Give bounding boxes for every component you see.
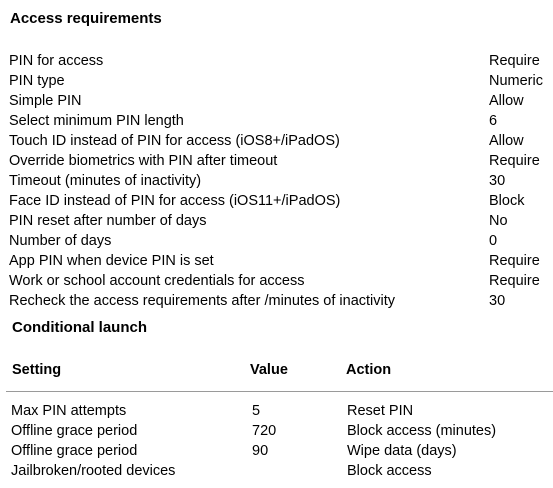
setting-value: Allow (489, 93, 524, 109)
setting-value: Require (489, 153, 540, 169)
column-header-action: Action (346, 362, 392, 378)
setting-label: Face ID instead of PIN for access (iOS11+/iPadOS) (9, 193, 341, 209)
cell-setting: Offline grace period (11, 443, 138, 459)
cell-setting: Max PIN attempts (11, 403, 127, 419)
column-header-value: Value (250, 362, 288, 378)
list-item (9, 171, 553, 191)
setting-label: PIN type (9, 73, 65, 89)
access-requirements-list (9, 51, 553, 311)
setting-label: Number of days (9, 233, 112, 249)
setting-value: 6 (489, 113, 498, 129)
setting-value: Allow (489, 133, 524, 149)
column-header-setting: Setting (12, 362, 62, 378)
setting-label: App PIN when device PIN is set (9, 253, 214, 269)
setting-label: Select minimum PIN length (9, 113, 184, 129)
list-item (9, 91, 553, 111)
setting-value: No (489, 213, 508, 229)
setting-label: Override biometrics with PIN after timeout (9, 153, 278, 169)
setting-value: Require (489, 253, 540, 269)
table-row (11, 461, 553, 481)
cell-action: Block access (minutes) (347, 423, 497, 439)
cell-value: 90 (252, 443, 269, 459)
list-item (9, 151, 553, 171)
cell-value: 720 (252, 423, 277, 439)
setting-label: PIN reset after number of days (9, 213, 207, 229)
setting-value: 30 (489, 293, 506, 309)
setting-value: 30 (489, 173, 506, 189)
cell-value: 5 (252, 403, 261, 419)
table-row (11, 441, 553, 461)
setting-value: Require (489, 53, 540, 69)
setting-label: Recheck the access requirements after /minutes of inactivity (9, 293, 396, 309)
access-requirements-heading: Access requirements (10, 10, 162, 27)
list-item (9, 271, 553, 291)
list-item (9, 191, 553, 211)
cell-setting: Offline grace period (11, 423, 138, 439)
setting-label: Simple PIN (9, 93, 82, 109)
cell-action: Wipe data (days) (347, 443, 457, 459)
conditional-launch-table-body (11, 401, 553, 481)
setting-value: Numeric (489, 73, 543, 89)
setting-value: Require (489, 273, 540, 289)
list-item (9, 231, 553, 251)
cell-action: Reset PIN (347, 403, 414, 419)
setting-value: 0 (489, 233, 498, 249)
setting-label: Touch ID instead of PIN for access (iOS8+/iPadOS) (9, 133, 340, 149)
list-item (9, 211, 553, 231)
list-item (9, 51, 553, 71)
cell-action: Block access (347, 463, 432, 479)
table-row (11, 401, 553, 421)
setting-value: Block (489, 193, 525, 209)
header-divider (6, 391, 553, 392)
cell-setting: Jailbroken/rooted devices (11, 463, 176, 479)
list-item (9, 131, 553, 151)
list-item (9, 71, 553, 91)
conditional-launch-table-header (12, 360, 553, 380)
setting-label: PIN for access (9, 53, 104, 69)
list-item (9, 111, 553, 131)
setting-label: Timeout (minutes of inactivity) (9, 173, 202, 189)
setting-label: Work or school account credentials for access (9, 273, 305, 289)
conditional-launch-heading: Conditional launch (12, 319, 147, 336)
list-item (9, 251, 553, 271)
list-item (9, 291, 553, 311)
table-row (11, 421, 553, 441)
